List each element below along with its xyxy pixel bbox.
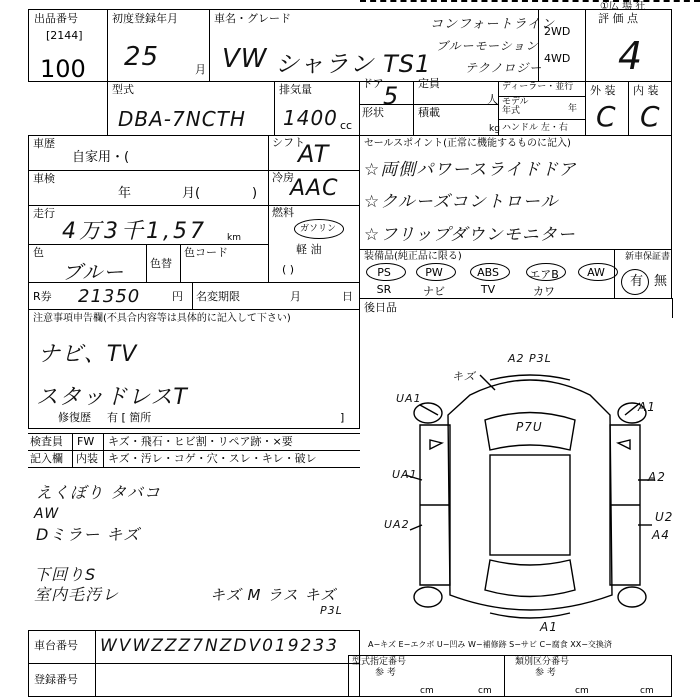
recycle-unit: 円 bbox=[172, 290, 183, 303]
inspector-label2: 記入欄 bbox=[30, 452, 63, 465]
diagram-mark-9: U2 bbox=[655, 510, 674, 524]
color-repaint-label: 色替 bbox=[150, 257, 172, 270]
diagram-mark-10: A4 bbox=[652, 528, 670, 542]
exterior-label: 外 装 bbox=[590, 84, 616, 97]
notes-line2: スタッドレスT bbox=[36, 385, 188, 410]
eq-abs: ABS bbox=[477, 266, 499, 279]
color-code-label: 色コード bbox=[184, 246, 228, 259]
score-label: 評 価 点 bbox=[598, 12, 638, 25]
inspector-interior: 内装 bbox=[76, 452, 98, 465]
ac-label: 冷房 bbox=[272, 171, 294, 184]
capacity-label: 定員 bbox=[418, 77, 440, 90]
dims-cm-2: cm bbox=[478, 686, 492, 696]
inspection-year-unit: 年 bbox=[118, 186, 132, 201]
notes-label: 注意事項申告欄(不具合内容等は具体的に記入して下さい) bbox=[33, 313, 291, 324]
color-value: ブルー bbox=[62, 260, 125, 284]
grade-line3: テクノロジー bbox=[465, 61, 543, 75]
capacity-unit: 人 bbox=[487, 93, 498, 106]
eq-aw: AW bbox=[587, 266, 605, 279]
shift-label: シフト bbox=[272, 136, 305, 149]
inspector-fw-items: キズ・飛石・ヒビ割・リペア跡・×要 bbox=[108, 435, 293, 448]
displacement-unit: cc bbox=[340, 119, 353, 132]
lot-number: 100 bbox=[40, 55, 86, 83]
doors-value: 5 bbox=[383, 82, 400, 110]
eq-airbag: エアB bbox=[529, 268, 559, 281]
registration-no-label: 登録番号 bbox=[34, 673, 78, 686]
class-spec-label: 類別区分番号 bbox=[515, 657, 570, 667]
eq-pw-circle bbox=[416, 263, 456, 281]
vehicle-model: シャラン TS1 bbox=[275, 50, 432, 78]
eq-airbag-circle bbox=[526, 263, 566, 281]
grade-line2: ブルーモーション bbox=[436, 39, 539, 53]
model-year-unit: 年 bbox=[568, 104, 578, 114]
eq-ps-circle bbox=[366, 263, 406, 281]
type-spec-label: 型式指定番号 bbox=[352, 657, 407, 667]
diagram-mark-4: A1 bbox=[638, 400, 656, 414]
diagram-mark-8: UA2 bbox=[384, 518, 410, 531]
drive-cell bbox=[538, 9, 586, 82]
diagram-mark-3: UA1 bbox=[396, 392, 422, 405]
inspector-note2: AW bbox=[34, 506, 60, 522]
eq-aw-circle bbox=[578, 263, 618, 281]
equipment-label: 装備品(純正品に限る) bbox=[364, 251, 462, 262]
warranty-label: 新車保証書 bbox=[625, 252, 671, 262]
eq-abs-circle bbox=[470, 263, 510, 281]
fuel-paren: ( ) bbox=[282, 263, 295, 276]
mileage-value: 4万3千1,57 bbox=[62, 219, 207, 244]
type-spec-ref: 参 考 bbox=[375, 668, 396, 678]
fuel-gasoline: ガソリン bbox=[300, 224, 337, 234]
inspection-label: 車検 bbox=[33, 172, 55, 185]
history-value: 自家用・( bbox=[72, 150, 130, 165]
warranty-no: 無 bbox=[654, 274, 668, 289]
inspector-label1: 検査員 bbox=[30, 435, 63, 448]
dims-cm-3: cm bbox=[575, 686, 589, 696]
reg-label: 初度登録年月 bbox=[112, 12, 178, 25]
dealer-label: ディーラー・並行 bbox=[502, 82, 574, 92]
inspector-interior-items: キズ・汚レ・コゲ・穴・スレ・キレ・破レ bbox=[108, 452, 317, 465]
drive-4wd: 4WD bbox=[544, 52, 571, 65]
interior-value: C bbox=[640, 100, 661, 133]
header-top-right: ①広 場 狂 bbox=[600, 1, 646, 12]
inspector-fw: FW bbox=[77, 435, 95, 448]
inspector-note4: 下回りS bbox=[34, 565, 97, 584]
name-change-day: 日 bbox=[342, 290, 353, 303]
interior-label: 内 装 bbox=[633, 84, 659, 97]
mileage-unit: km bbox=[227, 233, 241, 243]
fuel-gasoline-circle bbox=[294, 219, 344, 239]
recycle-label: R券 bbox=[33, 290, 52, 303]
diagram-legend: A−キズ E−エクボ U−凹み W−補修跡 S−サビ C−腐食 XX−交換済 bbox=[368, 640, 612, 649]
dims-cm-1: cm bbox=[420, 686, 434, 696]
inspection-cell bbox=[28, 170, 269, 206]
sales-point-2: ☆クルーズコントロール bbox=[364, 192, 559, 212]
reg-month-unit: 月 bbox=[195, 63, 206, 76]
exterior-value: C bbox=[596, 100, 617, 133]
chassis-label: 車台番号 bbox=[34, 639, 78, 652]
repair-close: ] bbox=[340, 411, 345, 424]
sales-points-label: セールスポイント(正常に機能するものに記入) bbox=[364, 138, 571, 149]
diagram-mark-5: P7U bbox=[516, 420, 543, 434]
vehicle-make: VW bbox=[222, 44, 268, 74]
lot-label: 出品番号 bbox=[34, 12, 78, 25]
inspector-note6: キズ M ラス キズ bbox=[210, 586, 337, 604]
doors-label: ドア bbox=[362, 77, 384, 90]
name-change-month: 月 bbox=[290, 290, 301, 303]
fuel-label: 燃料 bbox=[272, 206, 294, 219]
displacement-label: 排気量 bbox=[279, 83, 312, 96]
fuel-diesel: 軽 油 bbox=[296, 243, 322, 256]
diagram-mark-7: A2 bbox=[648, 470, 666, 484]
history-label: 車歴 bbox=[33, 137, 55, 150]
car-diagram bbox=[380, 345, 680, 635]
lot-code: [2144] bbox=[46, 29, 83, 42]
shape-label: 形状 bbox=[362, 106, 384, 119]
inspector-note1: えくぼり タバコ bbox=[36, 483, 161, 502]
eq-tv: TV bbox=[480, 283, 496, 296]
dims-cm-4: cm bbox=[640, 686, 654, 696]
load-unit: kg bbox=[489, 124, 500, 134]
inspector-note3: Dミラー キズ bbox=[36, 525, 141, 544]
shift-value: AT bbox=[298, 140, 330, 168]
model-year-label: モデル年式 bbox=[502, 97, 529, 116]
eq-sr: SR bbox=[376, 283, 392, 296]
warranty-yes: 有 bbox=[630, 274, 644, 289]
repair-label: 修復歴 bbox=[58, 411, 91, 424]
diagram-mark-2: キズ bbox=[452, 370, 476, 383]
eq-ps: PS bbox=[377, 266, 391, 279]
recycle-value: 21350 bbox=[78, 286, 141, 307]
diagram-mark-6: UA1 bbox=[392, 468, 418, 481]
repair-value: 有 [ 箇所 bbox=[107, 411, 152, 424]
class-spec-ref: 参 考 bbox=[535, 668, 556, 678]
inspection-close: ) bbox=[252, 186, 258, 201]
chassis-value: WVWZZZ7NZDV019233 bbox=[100, 636, 339, 656]
displacement-value: 1400 bbox=[283, 106, 338, 130]
warranty-yes-circle bbox=[621, 269, 649, 295]
eq-leather: カワ bbox=[533, 285, 555, 298]
model-type-label: 型式 bbox=[112, 83, 134, 96]
mileage-label: 走行 bbox=[33, 207, 55, 220]
score-value: 4 bbox=[618, 34, 644, 78]
drive-2wd: 2WD bbox=[544, 25, 571, 38]
name-label: 車名・グレード bbox=[214, 12, 291, 25]
inspector-note5: 室内毛汚レ bbox=[34, 585, 120, 604]
history-cell bbox=[28, 135, 269, 171]
notes-line1: ナビ、TV bbox=[38, 342, 138, 367]
eq-navi: ナビ bbox=[423, 285, 445, 298]
diagram-mark-1: A2 P3L bbox=[508, 352, 552, 365]
handle-label: ハンドル 左・右 bbox=[502, 123, 568, 133]
color-label: 色 bbox=[33, 246, 44, 259]
diagram-mark-11: A1 bbox=[540, 620, 558, 634]
name-change-label: 名変期限 bbox=[196, 290, 240, 303]
inspector-note7: P3L bbox=[320, 604, 343, 617]
sales-point-3: ☆フリップダウンモニター bbox=[364, 225, 576, 245]
inspection-month-unit: 月( bbox=[182, 186, 201, 201]
grade-line1: コンフォートライン bbox=[430, 17, 555, 32]
load-label: 積載 bbox=[418, 106, 440, 119]
ac-value: AAC bbox=[290, 176, 339, 201]
eq-pw: PW bbox=[425, 266, 443, 279]
model-type-value: DBA-7NCTH bbox=[118, 107, 246, 131]
sales-point-1: ☆両側パワースライドドア bbox=[364, 160, 577, 180]
reg-year: 25 bbox=[124, 42, 160, 72]
post-entry-label: 後日品 bbox=[364, 301, 397, 314]
